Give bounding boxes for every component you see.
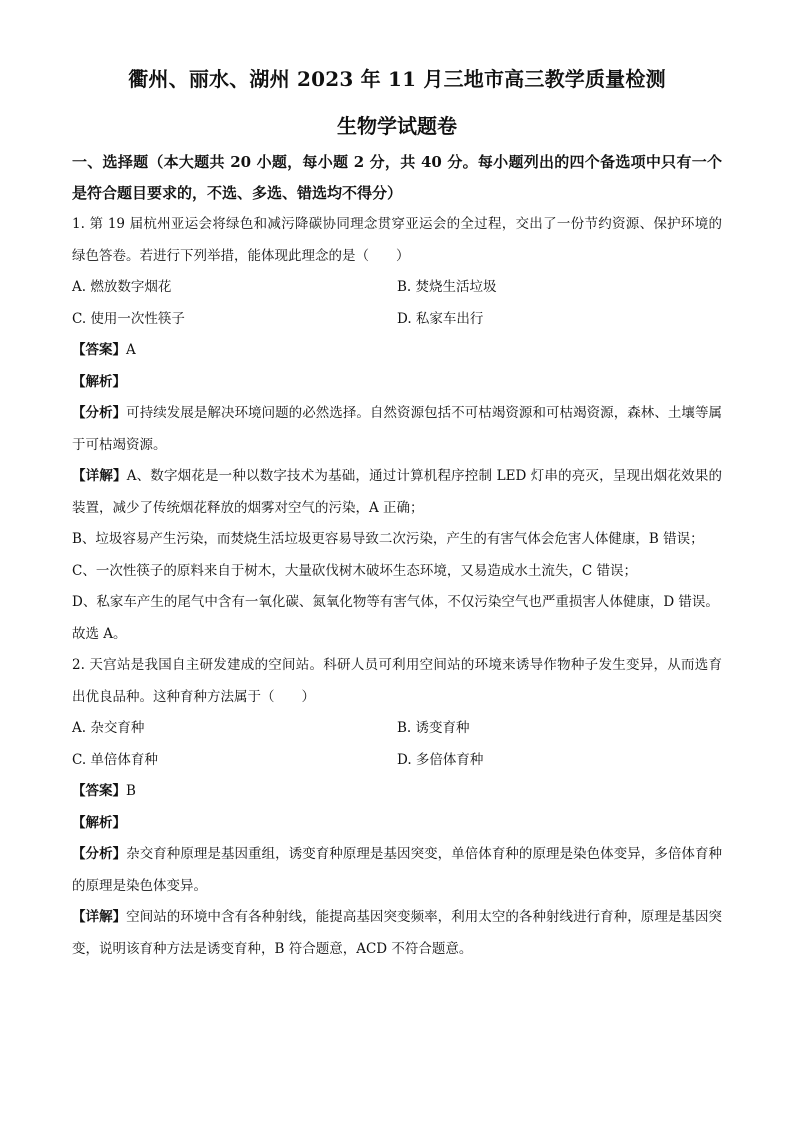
document-body — [72, 64, 722, 965]
question-2-option-a: A. 杂交育种 — [72, 720, 145, 736]
question-1-option-d: D. 私家车出行 — [397, 310, 484, 327]
question-1-option-a: A. 燃放数字烟花 — [72, 279, 172, 295]
question-1-analysis-heading — [72, 367, 722, 399]
answer-value: B — [126, 783, 136, 799]
detail-text: 空间站的环境中含有各种射线，能提高基因突变频率，利用太空的各种射线进行育种，原理是基因突变，说明该育种方法是诱变育种，B 符合题意，ACD 不符合题意。 — [72, 909, 723, 957]
question-1-detail-a — [72, 461, 722, 524]
analysis-tag: 【解析】 — [72, 373, 126, 390]
answer-tag: 【答案】 — [72, 783, 126, 799]
question-2-option-d: D. 多倍体育种 — [397, 751, 484, 768]
detail-a-text: A、数字烟花是一种以数字技术为基础，通过计算机程序控制 LED 灯串的亮灭，呈现出烟花效果的装置，减少了传统烟花释放的烟雾对空气的污染，A 正确； — [72, 468, 722, 516]
question-1-conclusion: 故选 A。 — [72, 625, 127, 642]
fenxi-text: 可持续发展是解决环境问题的必然选择。自然资源包括不可枯竭资源和可枯竭资源，森林、土壤等属于可枯竭资源。 — [72, 405, 723, 453]
question-2-fenxi — [72, 839, 722, 902]
analysis-tag: 【解析】 — [72, 814, 126, 831]
question-2-stem: 2. 天宫站是我国自主研发建成的空间站。科研人员可利用空间站的环境来诱导作物种子发生变异，从而选育出优良品种。这种育种方法属于（ ） — [72, 657, 722, 705]
answer-value: A — [126, 342, 136, 358]
question-1-option-c: C. 使用一次性筷子 — [72, 310, 185, 327]
exam-title: 衢州、丽水、湖州 2023 年 11 月三地市高三教学质量检测 — [128, 67, 666, 91]
answer-tag: 【答案】 — [72, 342, 126, 358]
question-2-options — [72, 713, 722, 776]
question-1-answer — [72, 335, 722, 367]
fenxi-text: 杂交育种原理是基因重组，诱变育种原理是基因突变，单倍体育种的原理是染色体变异，多倍体育种的原理是染色体变异。 — [72, 846, 723, 894]
exam-subtitle: 生物学试题卷 — [337, 114, 457, 138]
question-2-option-c: C. 单倍体育种 — [72, 751, 158, 768]
question-1-detail-d: D、私家车产生的尾气中含有一氧化碳、氮氧化物等有害气体，不仅污染空气也严重损害人体健康，D 错误。 — [72, 594, 719, 610]
question-1-fenxi — [72, 398, 722, 461]
section-heading: 一、选择题（本大题共 20 小题，每小题 2 分，共 40 分。每小题列出的四个备选项中只有一个是符合题目要求的，不选、多选、错选均不得分） — [72, 153, 722, 202]
xiangjie-tag: 【详解】 — [72, 909, 127, 925]
question-2 — [72, 650, 722, 965]
fenxi-tag: 【分析】 — [72, 846, 127, 862]
question-1-options — [72, 272, 722, 335]
question-2-answer — [72, 776, 722, 808]
question-1-option-b: B. 焚烧生活垃圾 — [397, 279, 497, 295]
question-1-detail-c: C、一次性筷子的原料来自于树木，大量砍伐树木破坏生态环境，又易造成水土流失，C 错误； — [72, 562, 637, 579]
fenxi-tag: 【分析】 — [72, 405, 127, 421]
question-1-stem: 1. 第 19 届杭州亚运会将绿色和减污降碳协同理念贯穿亚运会的全过程，交出了一份节约资源、保护环境的绿色答卷。若进行下列举措，能体现此理念的是（ ） — [72, 216, 722, 264]
xiangjie-tag: 【详解】 — [72, 468, 127, 484]
question-2-analysis-heading — [72, 808, 722, 840]
question-1-detail-b: B、垃圾容易产生污染，而焚烧生活垃圾更容易导致二次污染，产生的有害气体会危害人体健康，B 错误； — [72, 531, 704, 547]
question-2-detail — [72, 902, 722, 965]
question-2-option-b: B. 诱变育种 — [397, 720, 470, 736]
question-1 — [72, 209, 722, 650]
